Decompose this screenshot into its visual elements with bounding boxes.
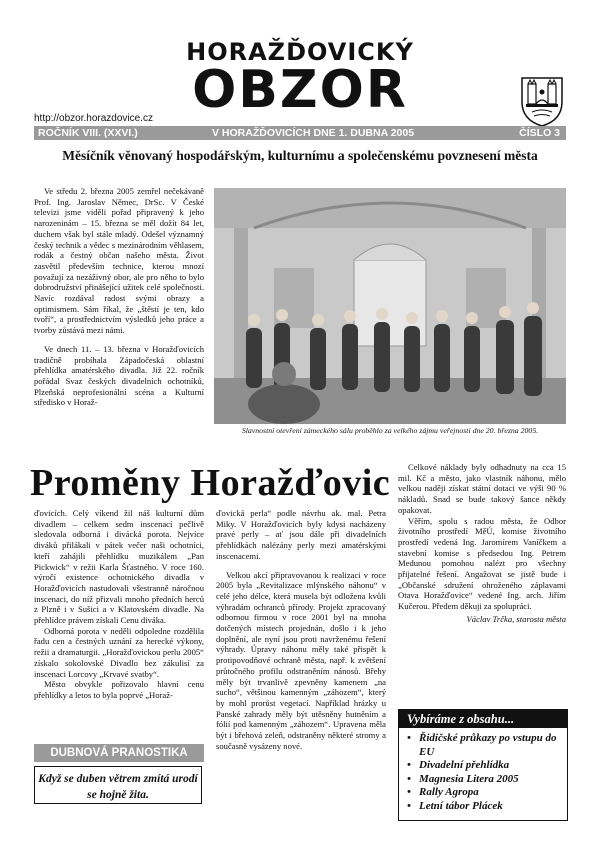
- article-column-1: [34, 508, 204, 701]
- article-paragraph: ďovicích. Celý víkend žil náš kulturní dům divadlem – celkem sedm inscenací pečlivě sledovala odborná i divácká porota. Nejvíce diváků přilákali v pátek večer naši ochotníci, kteří zahájili přehlídku muzikálem „Pan Pickwick“ v režii Karla Šťastného. V roce 160. výročí existence ochotnického divadla v Horažďovicích nastudovali všestranně náročnou inscenaci, do níž přizvali mnoho předních herců z Plzně i v Sušici a v Klatovském divadle. Na přehlídce právem získali Cenu diváka.: [34, 508, 204, 626]
- bullet-icon: •: [407, 732, 411, 744]
- volume-label: ROČNÍK VIII. (XXVI.): [38, 127, 138, 139]
- article-column-2: [216, 508, 386, 751]
- author-signature: Václav Trčka, starosta města: [466, 613, 566, 624]
- contents-item[interactable]: [407, 732, 563, 759]
- article-paragraph: Odborná porota v neděli odpoledne rozdělila řadu cen a čestných uznání za herecké výkony, režii a dramaturgii. „Horažďovickou perlu 2005“ získalo sokolovské Divadlo bez zákulisí za inscenaci Lorcovy „Krvavé svatby“.: [34, 625, 204, 679]
- issue-number-label: ČÍSLO 3: [519, 127, 560, 139]
- dateline-label: V HORAŽĎOVICÍCH DNE 1. DUBNA 2005: [212, 127, 415, 139]
- contents-item-label: Letní tábor Plácek: [419, 799, 503, 812]
- contents-item[interactable]: [407, 773, 563, 787]
- concert-photo: [214, 188, 566, 424]
- pranostika-title: DUBNOVÁ PRANOSTIKA: [34, 744, 204, 762]
- website-link[interactable]: http://obzor.horazdovice.cz: [34, 113, 153, 124]
- article-column-3: [398, 462, 566, 625]
- headline: Proměny Horažďovic: [30, 462, 391, 504]
- masthead-subtitle: HORAŽĎOVICKÝ: [186, 38, 414, 66]
- bullet-icon: •: [407, 772, 411, 785]
- photo-caption: Slavnostní otevření zámeckého sálu proběhlo za velkého zájmu veřejnosti dne 20. března 2005.: [241, 426, 539, 435]
- article-paragraph: Celkové náklady byly odhadnuty na cca 15 mil. Kč a město, jako vlastník náhonu, mělo velkou naději získat státní dotaci ve výši 90 % nákladů. Snad se bude takový šance někdy opakovat.: [398, 462, 566, 515]
- town-crest-icon: [518, 72, 566, 128]
- contents-item[interactable]: [407, 786, 563, 800]
- issue-info-bar: [34, 126, 566, 140]
- article-paragraph: Město obvykle pořizovalo hlavní cenu přehlídky a letos to byla poprvé „Horaž-: [34, 679, 204, 700]
- contents-title: Vybíráme z obsahu...: [399, 710, 567, 728]
- intro-column: [34, 186, 204, 408]
- contents-item[interactable]: [407, 759, 563, 773]
- article-paragraph: ďovická perla“ podle návrhu ak. mal. Petra Miky. V Horažďovicích byly kdysi nacházeny pravé perly – ať jsou dále při divadelních přehlídkách nalézány perly mezi amatérskými inscenacemi.: [216, 508, 386, 561]
- article-paragraph: Velkou akcí připravovanou k realizaci v roce 2005 byla „Revitalizace mlýnského náhonu“ v celé jeho délce, která musela být odložena kvůli výhradám ochranců přírody. Projekt zpracovaný odbornou firmou v roce 2001 byl na mnoha dotčených místech projednán, došlo i k jeho doplnění, ale nyní jsou proti navrženému řešení výhrady. Úpravy náhonu měly také přispět k protipovodňové ochraně města, např. k zvětšení průtočného profilu odstraněním nánosů. Břehy měly být trvanlivě zpevněny kamenem „na sucho“, většinou kamenným „záhozem“, který by mohl prorůst vegetací. Například hrázky u Panské zahrady měly být utěsněny hutněním a fólií pod kamenným „záhozem“. Upravena měla být i břehová zeleň, odstraněny některé stromy a současně vysázeny nové.: [216, 569, 386, 751]
- bullet-icon: •: [407, 759, 411, 771]
- tagline: Měsíčník věnovaný hospodářským, kulturnímu a společenskému povznesení města: [62, 148, 538, 163]
- contents-item-label: Magnesia Litera 2005: [419, 772, 519, 785]
- obituary-paragraph: Ve středu 2. března 2005 zemřel nečekávaně Prof. Ing. Jaroslav Němec, DrSc. V České televizi jsme viděli pořad připravený k jeho narozeninám – 15. března se měl dožít 84 let, duchem však byl stále mladý. Odešel významný český technik a vědec s mezinárodním věhlasem, rodák a čestný občan našeho města. Život zasvětil především technice, kterou mnozí považují za nezáživný obor, ale pro něho to bylo dobrodružství přinášející užitek celé společnosti. Navíc rozdával radost svými obrazy a optimismem. Sám říkal, že „štěstí je ten, kdo tvoří“, a prostřednictvím výsledků jeho práce a tvorby zůstává mezi námi.: [34, 186, 204, 336]
- theatre-festival-paragraph: Ve dnech 11. – 13. března v Horažďovicích tradičně probíhala Západočeská oblastní přehlídka amatérského divadla. Již 22. ročník pořádal Svaz českých divadelních ochotníků, Plzeňská neprofesionální scéna a Kulturní středisko v Horaž-: [34, 343, 204, 408]
- contents-item[interactable]: [407, 800, 563, 814]
- masthead-title: OBZOR: [192, 60, 408, 120]
- bullet-icon: •: [407, 786, 411, 798]
- contents-item-label: Rally Agropa: [419, 786, 479, 798]
- article-paragraph: Věřím, spolu s radou města, že Odbor životního prostředí MěÚ, komise životního prostředí vedená Ing. Jaromírem Vaníčkem a stavební komise s předsedou Ing. Petrem Medunou pomohou nalézt pro všechny přijatelné řešení. Angažovat se jistě bude i „Občanské sdružení ohroženého záplavami Otava Horažďovice“ vedené Ing. arch. Jiřím Kučerou. Předem děkuji za spolupráci.: [398, 515, 566, 612]
- contents-box: [398, 709, 568, 821]
- bullet-icon: •: [407, 799, 411, 812]
- pranostika-box: Když se duben větrem zmítá urodí se hojně žita.: [34, 766, 202, 804]
- contents-item-label: Divadelní přehlídka: [419, 759, 510, 771]
- contents-item-label: Řidičské průkazy po vstupu do EU: [419, 732, 557, 758]
